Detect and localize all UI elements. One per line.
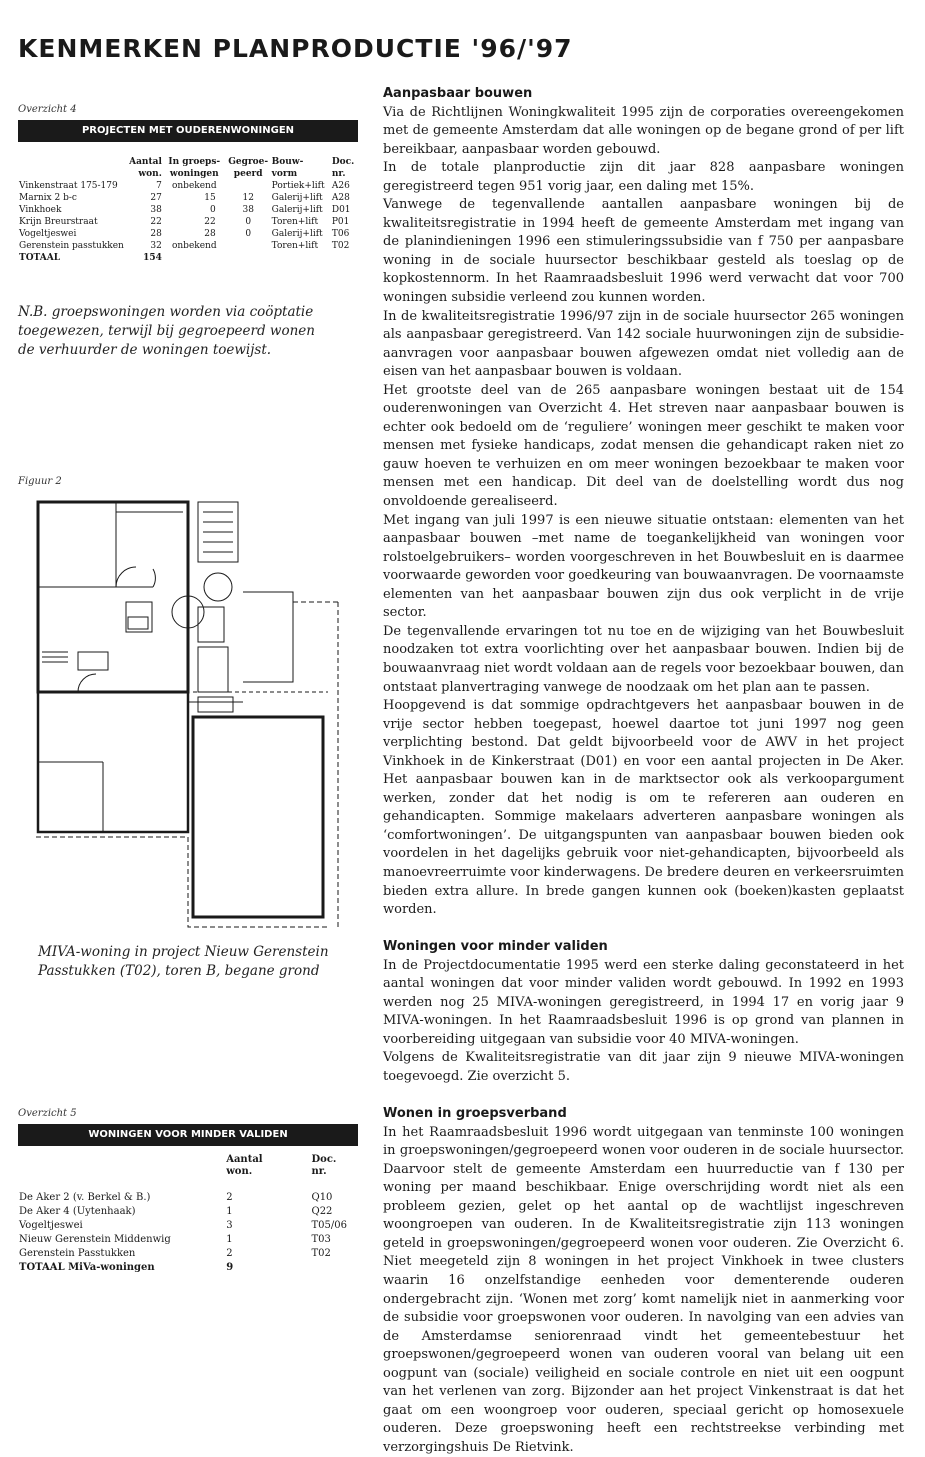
gegroepeerd-value	[226, 240, 271, 252]
turning-circle	[204, 573, 232, 601]
paragraph: Hoopgevend is dat sommige opdrachtgevers het aanpasbaar bouwen in de vrije sector hebben toegepast, hoewel daartoe tot juni 1997 nog geen verplichting bestond. Dat geldt bijvoorbeeld voor de AWV in het project Vinkhoek in de Kinkerstraat (D01) en voor een aantal projecten in De Aker. Het aanpasbaar bouwen kan in de marktsector ook als verkoopargument werken, zonder dat het nodig is om te refereren aan ouderen en gehandicapten. Sommige makelaars adverteren aanpasbare woningen als ‘comfortwoningen’. De uitgangspunten van aanpasbaar bouwen bieden ook voordelen in het dagelijks gebruik voor niet-gehandicapten, bijvoorbeeld als manoevreerruimte voor kinderwagens. De bredere deuren en verkeersruimten bieden extra allure. In brede gangen kunnen ook (boeken)kasten geplaatst worden.	[383, 698, 904, 918]
doc-nr: T05/06	[311, 1220, 347, 1231]
aantal-value: 2	[226, 1248, 233, 1259]
header-cell: Aantal	[129, 157, 162, 167]
table-header-row	[18, 1154, 348, 1166]
door-swing	[116, 567, 136, 587]
table-row	[18, 1218, 348, 1232]
storage-room	[198, 647, 228, 692]
section-heading: Wonen in groepsverband	[383, 1106, 567, 1122]
project-name: Vogeltjeswei	[19, 1220, 83, 1231]
elevator	[198, 607, 224, 642]
bouwvorm-value: Portiek+lift	[271, 181, 325, 191]
table-total-row	[18, 1260, 348, 1274]
paragraph: In de kwaliteitsregistratie 1996/97 zijn in de sociale huursector 265 woningen als aanpasbaar geregistreerd. Van 142 sociale huurwoningen zijn de subsidie-aanvragen voor aanpasbaar bouwen afgewezen omdat niet volledig aan de eisen van het aanpasbaar bouwen is voldaan.	[383, 308, 904, 380]
header-cell: Doc.	[311, 1154, 337, 1165]
paragraph: Via de Richtlijnen Woningkwaliteit 1995 zijn de corporaties overeengekomen met de gemeente Amsterdam dat alle woningen op de begane grond of per lift bereikbaar, aanpasbaar worden gebouwd.	[383, 104, 904, 157]
doc-nr: Q22	[311, 1206, 333, 1217]
overzicht-5-title: WONINGEN VOOR MINDER VALIDEN	[18, 1124, 358, 1146]
aantal-value: 32	[150, 241, 162, 251]
bed	[78, 652, 108, 670]
header-cell: Aantal	[226, 1154, 263, 1165]
header-cell	[18, 168, 127, 180]
header-cell	[18, 1166, 225, 1178]
header-cell	[18, 156, 127, 168]
gegroepeerd-value: 38	[242, 205, 254, 215]
bouwvorm-value: Galerij+lift	[271, 205, 323, 215]
header-cell: won.	[138, 169, 162, 179]
header-cell: Bouw-	[271, 157, 304, 167]
total-value: 154	[143, 253, 162, 263]
project-name: Vinkenstraat 175-179	[19, 181, 118, 191]
table-row	[18, 1232, 348, 1246]
gegroepeerd-value	[226, 180, 271, 192]
paragraph: Vanwege de tegenvallende aantallen aanpasbare woningen bij de kwaliteitsregistratie in 1994 heeft de gemeente Amsterdam met ingang van de planindieningen 1996 een stimuleringssubsidie van f 750 per aanpasbare woning in de sociale huursector beschikbaar gesteld als toeslag op de kopkostennorm. In het Raamraadsbesluit 1996 werd verwacht dat voor 700 woningen subsidie verleend zou kunnen worden.	[383, 197, 904, 306]
door-swing	[78, 674, 96, 692]
table-header-row	[18, 168, 358, 180]
header-cell: nr.	[331, 169, 346, 179]
total-label: TOTAAL	[19, 253, 61, 263]
table-row	[18, 216, 358, 228]
table-row	[18, 240, 358, 252]
paragraph: In de totale planproductie zijn dit jaar 828 aanpasbare woningen geregistreerd tegen 951 vorig jaar, een daling met 15%.	[383, 160, 904, 194]
project-name: De Aker 4 (Uytenhaak)	[19, 1206, 136, 1217]
aantal-value: 7	[156, 181, 162, 191]
paragraph: Het grootste deel van de 265 aanpasbare woningen bestaat uit de 154 ouderenwoningen van Overzicht 4. Het streven naar aanpasbaar bouwen is echter ook bedoeld om de ‘reguliere’ woningen meer geschikt te maken voor mensen met fysieke handicaps, zodat mensen die gehandicapt raken niet zo gauw hoeven te verhuizen en om meer woningen bezoekbaar te maken voor mensen met een handicap. Dit deel van de doelstelling wordt dus nog onvoldoende gerealiseerd.	[383, 382, 904, 510]
doc-nr: D01	[331, 205, 351, 215]
header-cell: In groeps-	[168, 157, 221, 167]
doc-nr: A26	[331, 181, 350, 191]
header-cell: won.	[226, 1166, 253, 1177]
header-cell: nr.	[311, 1166, 327, 1177]
bouwvorm-value: Toren+lift	[271, 241, 319, 251]
gegroepeerd-value: 0	[245, 229, 252, 239]
project-name: Gerenstein Passtukken	[19, 1248, 136, 1259]
table-row	[18, 228, 358, 240]
paragraph: De tegenvallende ervaringen tot nu toe en de wijziging van het Bouwbesluit noodzaken tot extra voorlichting over het aanpasbaar bouwen. Indien bij de bouwaanvraag niet wordt voldaan aan de regels voor bezoekbaar bouwen, dan ontstaat planvertraging vanwege de noodzaak om het plan aan te passen.	[383, 623, 904, 695]
table-header-row	[18, 1166, 348, 1178]
project-name: Vogeltjeswei	[19, 229, 77, 239]
page-title: KENMERKEN PLANPRODUCTIE '96/'97	[18, 34, 573, 63]
table-row	[18, 180, 358, 192]
site-boundary	[36, 837, 328, 927]
miva-table	[18, 1154, 348, 1274]
header-cell	[18, 1154, 225, 1166]
section-heading: Aanpasbaar bouwen	[383, 86, 533, 101]
bouwvorm-value: Galerij+lift	[271, 229, 323, 239]
header-cell: Doc.	[331, 157, 355, 167]
aantal-value: 2	[226, 1192, 233, 1203]
aantal-value: 28	[150, 229, 162, 239]
total-value: 9	[226, 1262, 234, 1273]
figure-caption: MIVA-woning in project Nieuw Gerenstein Passtukken (T02), toren B, begane grond	[38, 944, 329, 979]
doc-nr: T02	[331, 241, 350, 251]
groepswoningen-value: onbekend	[171, 181, 217, 191]
article-column	[383, 85, 904, 1457]
table-row	[18, 1246, 348, 1260]
section-heading: Woningen voor minder validen	[383, 939, 608, 955]
paragraph: In de Projectdocumentatie 1995 werd een sterke daling geconstateerd in het aantal woningen dat voor minder validen wordt gebouwd. In 1992 en 1993 werden nog 25 MIVA-woningen geregistreerd, in 1994 17 en vorig jaar 9 MIVA-woningen. In het Raamraadsbesluit 1996 is op grond van plannen in voorbereiding uitgegaan van subsidie voor 40 MIVA-woningen.	[383, 957, 904, 1047]
project-name: Nieuw Gerenstein Middenwig	[19, 1234, 171, 1245]
overzicht-5-label: Overzicht 5	[18, 1108, 77, 1119]
groepswoningen-note: N.B. groepswoningen worden via coöptatie toegewezen, terwijl bij gegroepeerd wonen de verhuurder de woningen toewijst.	[18, 304, 315, 358]
doc-nr: P01	[331, 217, 350, 227]
doc-nr: Q10	[311, 1192, 333, 1203]
doc-nr: T02	[311, 1248, 331, 1259]
doc-nr: T06	[331, 229, 350, 239]
floor-plan-figure	[28, 492, 362, 932]
bouwvorm-value: Toren+lift	[271, 217, 319, 227]
doc-nr: A28	[331, 193, 350, 203]
header-cell: vorm	[271, 169, 298, 179]
project-name: Krijn Breurstraat	[19, 217, 98, 227]
floor-plan-wall	[243, 592, 293, 682]
project-name: Marnix 2 b-c	[19, 193, 77, 203]
table-row	[18, 192, 358, 204]
bouwvorm-value: Galerij+lift	[271, 193, 323, 203]
project-name: De Aker 2 (v. Berkel & B.)	[19, 1192, 151, 1203]
overzicht-4-title: PROJECTEN MET OUDERENWONINGEN	[18, 120, 358, 142]
floor-plan-wall	[38, 502, 188, 692]
header-cell: Gegroe-	[228, 157, 269, 167]
table-row	[18, 204, 358, 216]
overzicht-4-label: Overzicht 4	[18, 104, 77, 115]
entrance	[198, 697, 233, 712]
header-cell: woningen	[169, 169, 219, 179]
aantal-value: 1	[226, 1234, 233, 1245]
bathtub	[128, 617, 148, 629]
aantal-value: 1	[226, 1206, 233, 1217]
aantal-value: 3	[226, 1220, 233, 1231]
gegroepeerd-value: 12	[242, 193, 254, 203]
groepswoningen-value: 0	[209, 205, 216, 215]
paragraph: Volgens de Kwaliteitsregistratie van dit jaar zijn 9 nieuwe MIVA-woningen toegevoegd. Zie overzicht 5.	[383, 1050, 904, 1084]
aantal-value: 38	[150, 205, 162, 215]
garage-hall	[193, 717, 323, 917]
total-label: TOTAAL MiVa-woningen	[19, 1262, 155, 1273]
paragraph: Met ingang van juli 1997 is een nieuwe situatie ontstaan: elementen van het aanpasbaar bouwen –met name de toegankelijkheid van woningen voor rolstoelgebruikers– worden voorgeschreven in het Bouwbesluit en is daarmee voorwaarde geworden voor goedkeuring van bouwaanvragen. De voornaamste elementen van het aanpasbaar bouwen zijn dus ook verplicht in de vrije sector.	[383, 512, 904, 621]
header-cell: peerd	[233, 169, 263, 179]
project-name: Gerenstein passtukken	[19, 241, 124, 251]
table-row	[18, 1204, 348, 1218]
door-swing	[153, 569, 155, 587]
aantal-value: 22	[150, 217, 162, 227]
aantal-value: 27	[150, 193, 162, 203]
ouderenwoningen-table	[18, 156, 358, 264]
groepswoningen-value: 15	[204, 193, 216, 203]
gegroepeerd-value: 0	[245, 217, 252, 227]
doc-nr: T03	[311, 1234, 331, 1245]
table-row	[18, 1190, 348, 1204]
project-name: Vinkhoek	[19, 205, 62, 215]
groepswoningen-value: 22	[204, 217, 216, 227]
groepswoningen-value: 28	[204, 229, 216, 239]
groepswoningen-value: onbekend	[171, 241, 217, 251]
table-header-row	[18, 156, 358, 168]
paragraph: In het Raamraadsbesluit 1996 wordt uitgegaan van tenminste 100 woningen in groepswoningen/gegroepeerd wonen voor ouderen in de sociale huursector. Daarvoor stelt de gemeente Amsterdam een huurreductie van f 130 per woning per maand beschikbaar. Enige overschrijding wordt niet als een probleem gezien, gelet op het aantal op de wachtlijst ingeschreven woongroepen van ouderen. In de Kwaliteitsregistratie zijn 113 woningen geteld in groepswoningen/gegroepeerd wonen voor ouderen. Zie Overzicht 6. Niet meegeteld zijn 8 woningen in het project Vinkhoek in twee clusters waarin 16 onzelfstandige eenheden voor dementerende ouderen ondergebracht zijn. ‘Wonen met zorg’ komt namelijk niet in aanmerking voor de subsidie voor groepswonen voor ouderen. In navolging van een advies van de Amsterdamse seniorenraad vindt het gemeentebestuur het groepswonen/gegroepeerd wonen van ouderen vooral van belang uit een oogpunt van (sociale) veiligheid en sociale controle en niet uit een oogpunt van het verlenen van zorg. Bijzonder aan het project Vinkenstraat is dat het gaat om een woongroep voor ouderen, speciaal gericht op homosexuele ouderen. Deze groepswoning heeft een rechtstreekse verbinding met verzorgingshuis De Rietvink.	[383, 1124, 904, 1455]
table-total-row	[18, 252, 358, 264]
figure-label: Figuur 2	[18, 476, 62, 487]
